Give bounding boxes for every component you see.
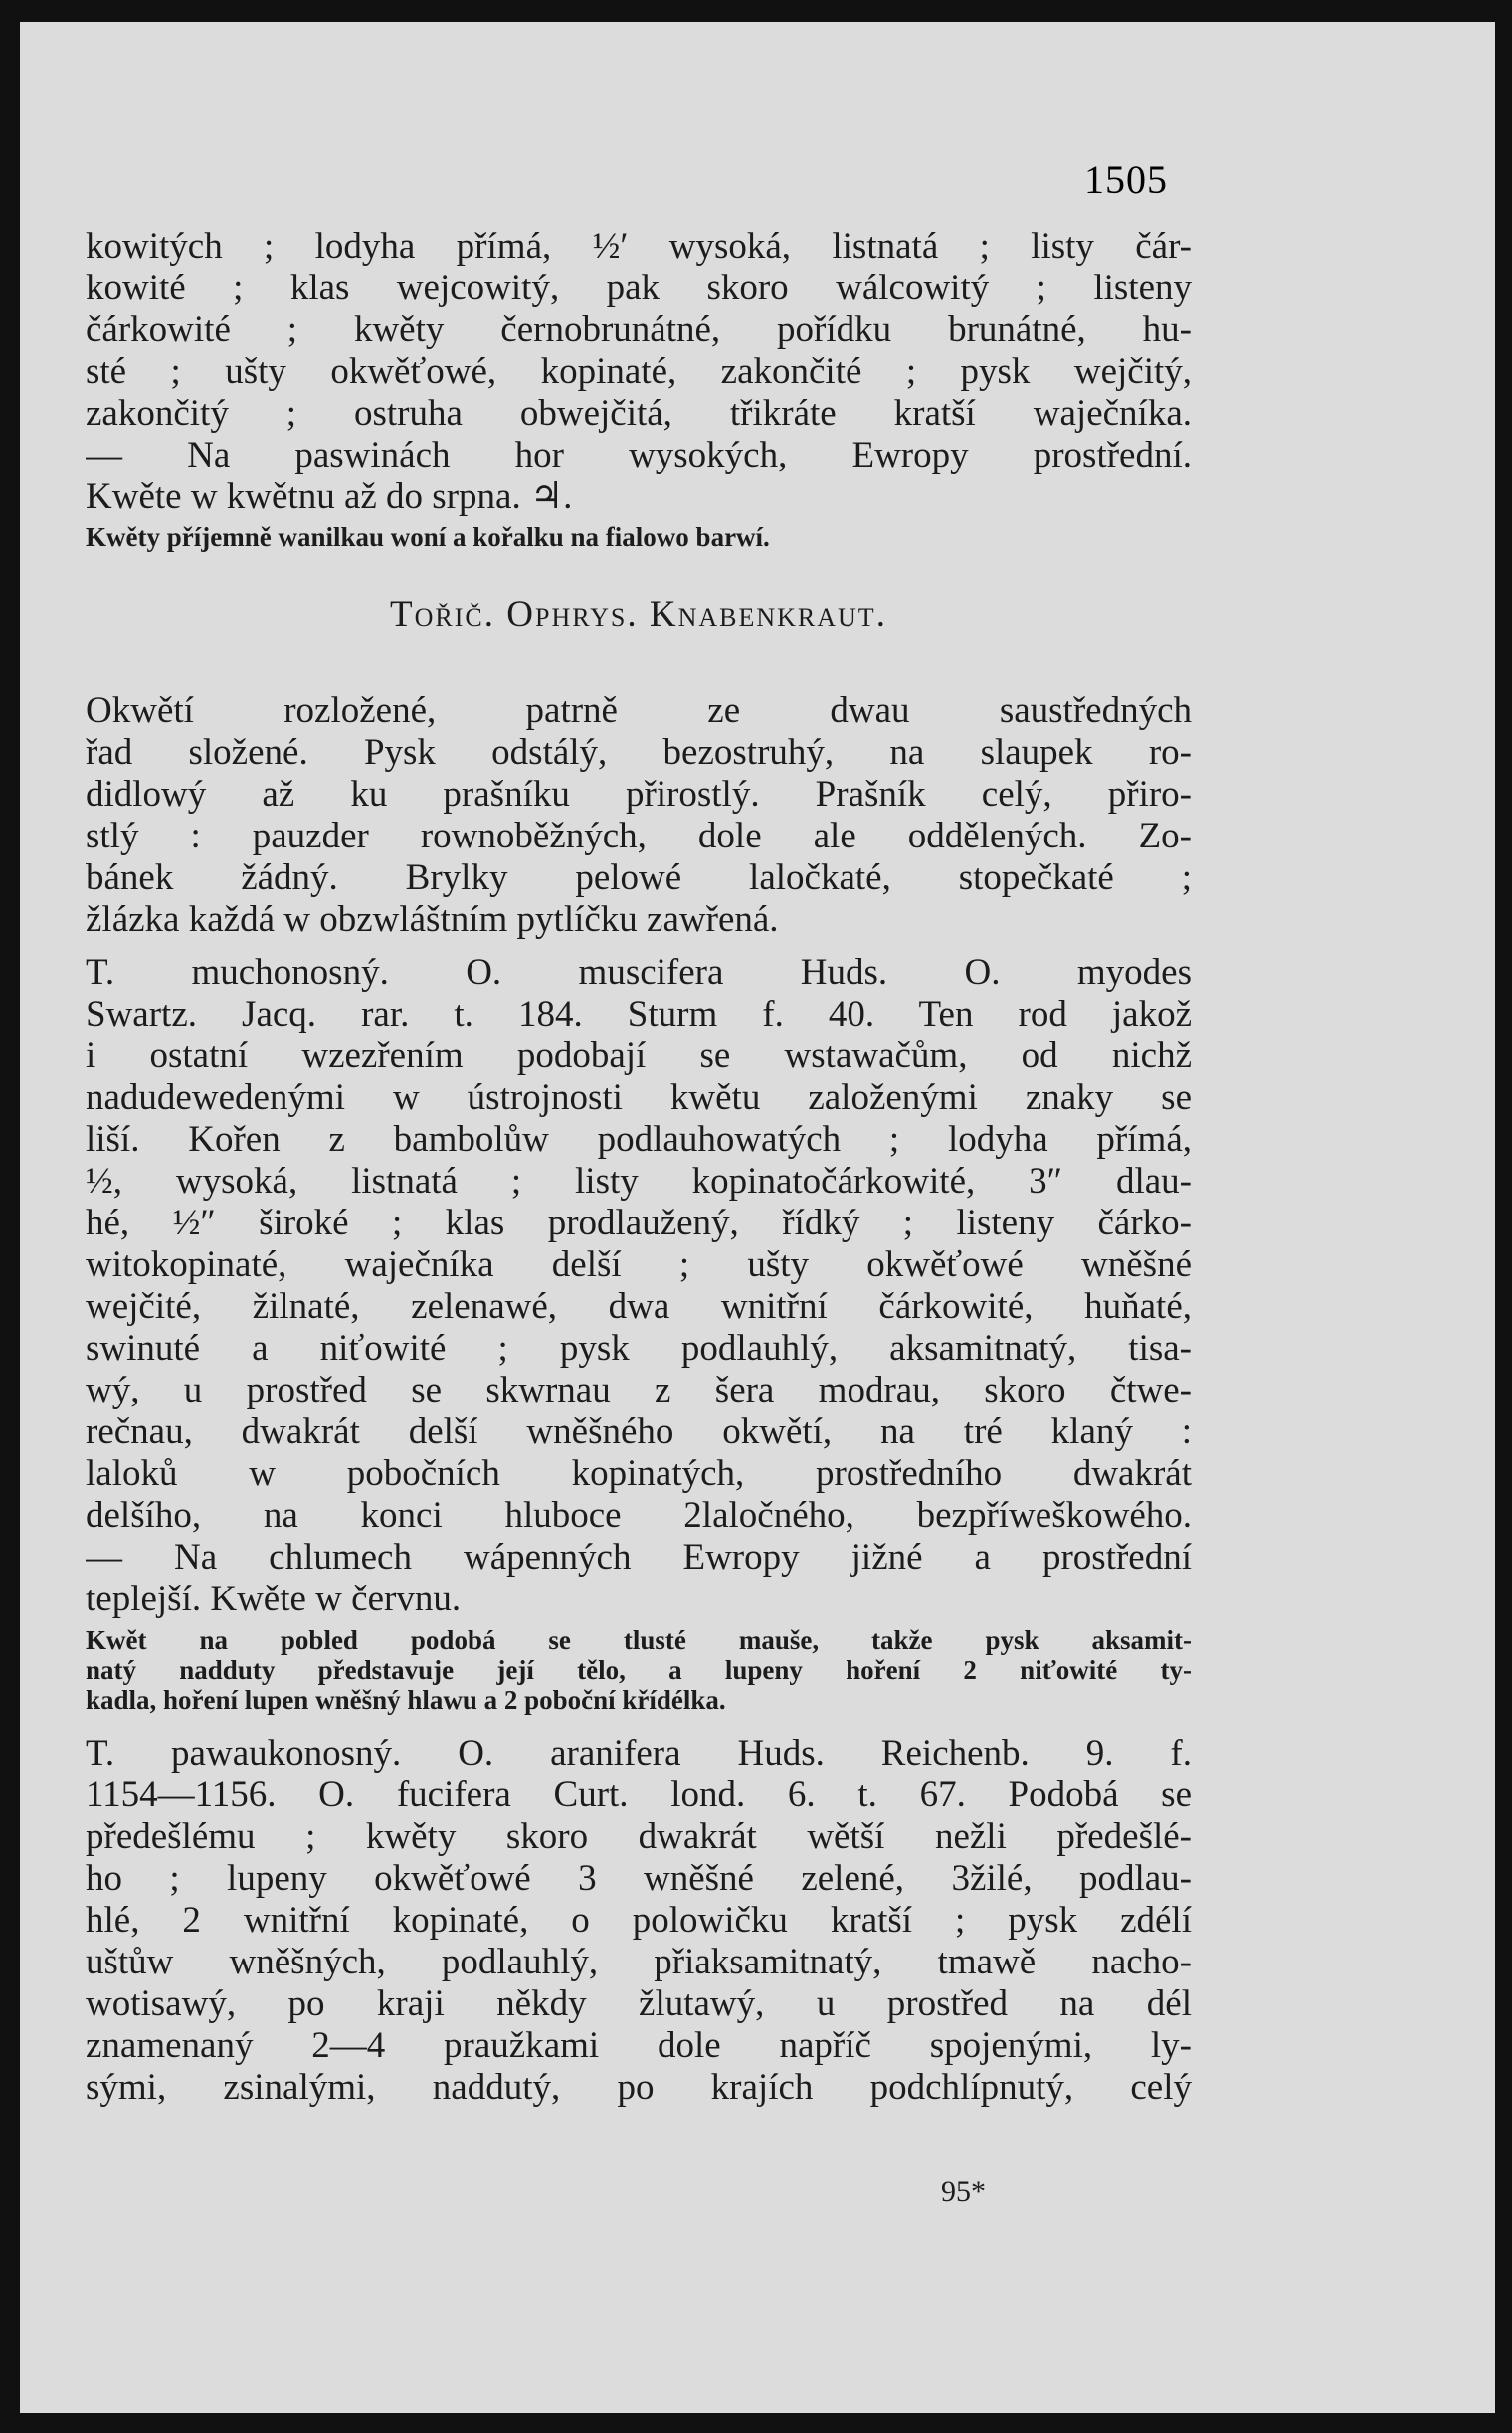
- text-line: witokopinaté, waječníka delší ; ušty okwěťowé wněšné: [86, 1244, 1192, 1285]
- text-line: swinuté a niťowité ; pysk podlauhlý, aksamitnatý, tisa-: [86, 1328, 1192, 1369]
- text-line: sté ; ušty okwěťowé, kopinaté, zakončité ; pysk wejčitý,: [86, 351, 1192, 392]
- text-line: bánek žádný. Brylky pelowé laločkaté, stopečkaté ;: [86, 857, 1192, 898]
- text-line: řad složené. Pysk odstálý, bezostruhý, na slaupek ro-: [86, 732, 1192, 773]
- text-line: nadudewedenými w ústrojnosti kwětu založenými znaky se: [86, 1077, 1192, 1118]
- text-line: Swartz. Jacq. rar. t. 184. Sturm f. 40. Ten rod jakož: [86, 994, 1192, 1034]
- text-line: wotisawý, po kraji někdy žlutawý, u prostřed na dél: [86, 1983, 1192, 2024]
- text-line: znamenaný 2—4 praužkami dole napříč spojenými, ly-: [86, 2025, 1192, 2066]
- text-line: uštůw wněšných, podlauhlý, přiaksamitnatý, tmawě nacho-: [86, 1942, 1192, 1982]
- text-line: — Na paswinách hor wysokých, Ewropy prostřední.: [86, 435, 1192, 475]
- text-line: rečnau, dwakrát delší wněšného okwětí, na tré klaný :: [86, 1411, 1192, 1452]
- text-line: předešlému ; kwěty skoro dwakrát wětší nežli předešlé-: [86, 1816, 1192, 1857]
- text-line: žlázka každá w obzwláštním pytlíčku zawřená.: [86, 899, 779, 940]
- note-line: Kwěty příjemně wanilkau woní a kořalku na fialowo barwí.: [86, 522, 770, 552]
- text-line: wý, u prostřed se skwrnau z šera modrau, skoro čtwe-: [86, 1370, 1192, 1410]
- text-line: kowité ; klas wejcowitý, pak skoro wálcowitý ; listeny: [86, 268, 1192, 308]
- text-line: zakončitý ; ostruha obwejčitá, třikráte kratší waječníka.: [86, 393, 1192, 434]
- note-line: Kwět na pobled podobá se tlusté mauše, takže pysk aksamit-: [86, 1625, 1192, 1655]
- text-line: wejčité, žilnaté, zelenawé, dwa wnitřní čárkowité, huňaté,: [86, 1286, 1192, 1327]
- text-line: čárkowité ; kwěty černobrunátné, pořídku brunátné, hu-: [86, 309, 1192, 350]
- text-line: teplejší. Kwěte w červnu.: [86, 1579, 462, 1619]
- text-line: 1154—1156. O. fucifera Curt. lond. 6. t. 67. Podobá se: [86, 1775, 1192, 1815]
- note-line: kadla, hoření lupen wněšný hlawu a 2 poboční křídélka.: [86, 1685, 726, 1715]
- text-line: hlé, 2 wnitřní kopinaté, o polowičku kratší ; pysk zdélí: [86, 1900, 1192, 1941]
- text-line: ho ; lupeny okwěťowé 3 wněšné zelené, 3žilé, podlau-: [86, 1858, 1192, 1899]
- text-line: kowitých ; lodyha přímá, ½′ wysoká, listnatá ; listy čár-: [86, 226, 1192, 267]
- text-line: didlowý až ku prašníku přirostlý. Prašník celý, přiro-: [86, 774, 1192, 815]
- text-line: sými, zsinalými, naddutý, po krajích podchlípnutý, celý: [86, 2067, 1192, 2108]
- text-line: stlý : pauzder rownoběžných, dole ale oddělených. Zo-: [86, 816, 1192, 856]
- text-line: ½, wysoká, listnatá ; listy kopinatočárkowité, 3″ dlau-: [86, 1161, 1192, 1202]
- text-line: i ostatní wzezřením podobají se wstawačům, od nichž: [86, 1035, 1192, 1076]
- genus-heading: Tořič. Ophrys. Knabenkraut.: [390, 594, 887, 635]
- text-line: Kwěte w kwětnu až do srpna. ♃.: [86, 476, 573, 517]
- text-line: liší. Kořen z bambolůw podlauhowatých ; lodyha přímá,: [86, 1119, 1192, 1160]
- book-page: [20, 22, 1495, 2413]
- text-line: Okwětí rozložené, patrně ze dwau saustředných: [86, 690, 1192, 731]
- text-line: hé, ½″ široké ; klas prodlaužený, řídký ; listeny čárko-: [86, 1203, 1192, 1243]
- text-line: delšího, na konci hluboce 2laločného, bezpříweškowého.: [86, 1495, 1192, 1536]
- species-line: T. muchonosný. O. muscifera Huds. O. myodes: [86, 952, 1192, 993]
- page-number: 1505: [1084, 157, 1168, 202]
- signature-mark: 95*: [941, 2175, 986, 2208]
- species-line: T. pawaukonosný. O. aranifera Huds. Reichenb. 9. f.: [86, 1733, 1192, 1774]
- text-line: — Na chlumech wápenných Ewropy jižné a prostřední: [86, 1537, 1192, 1578]
- text-line: laloků w pobočních kopinatých, prostředního dwakrát: [86, 1453, 1192, 1494]
- note-line: natý nadduty představuje její tělo, a lupeny hoření 2 niťowité ty-: [86, 1655, 1192, 1685]
